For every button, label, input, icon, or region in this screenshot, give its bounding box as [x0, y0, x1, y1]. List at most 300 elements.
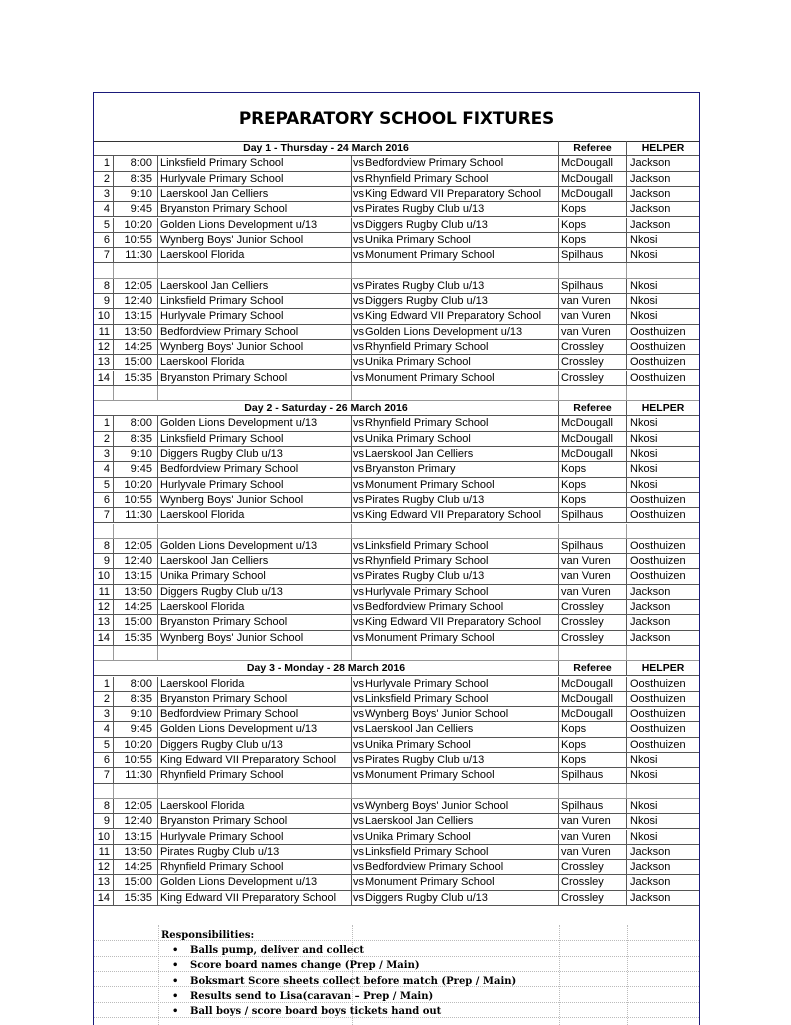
- match-number: 8: [94, 799, 114, 813]
- match-number: 2: [94, 172, 114, 186]
- home-team: Wynberg Boys' Junior School: [158, 631, 352, 645]
- helper: Oosthuizen: [630, 708, 686, 721]
- responsibility-item: [172, 960, 420, 972]
- fixture-row: [94, 891, 699, 906]
- away-team: Linksfield Primary School: [364, 692, 559, 706]
- vs-label: vs: [353, 723, 364, 736]
- match-time: 15:00: [114, 875, 158, 889]
- match-time: 8:00: [114, 416, 158, 430]
- match-time: 11:30: [114, 248, 158, 262]
- blank-cell: [352, 386, 364, 400]
- match-number: 13: [94, 615, 114, 629]
- away-team: Linksfield Primary School: [364, 845, 559, 859]
- vs-label: vs: [353, 157, 364, 170]
- vs-label: vs: [353, 340, 364, 353]
- fixture-row: [94, 615, 699, 630]
- referee: van Vuren: [559, 294, 627, 308]
- referee: Kops: [559, 493, 627, 507]
- home-team: Hurlyvale Primary School: [158, 172, 352, 186]
- match-number: 9: [94, 814, 114, 828]
- away-team: Pirates Rugby Club u/13: [364, 753, 559, 767]
- referee: McDougall: [559, 156, 627, 170]
- day-title: Day 3 - Monday - 28 March 2016: [94, 661, 559, 675]
- break-row: [94, 524, 699, 539]
- match-number: 9: [94, 554, 114, 568]
- match-number: 6: [94, 493, 114, 507]
- fixture-row: [94, 692, 699, 707]
- grid-divider: [94, 940, 699, 941]
- match-time: 12:40: [114, 554, 158, 568]
- fixture-row: [94, 416, 699, 431]
- vs-label: vs: [353, 218, 364, 231]
- match-time: 9:45: [114, 462, 158, 476]
- vs-label: vs: [353, 310, 364, 323]
- bullet-icon: •: [172, 960, 179, 972]
- helper: Jackson: [630, 187, 671, 200]
- vs-label: vs: [353, 585, 364, 598]
- blank-cell: [114, 646, 158, 660]
- referee-header: Referee: [559, 401, 627, 415]
- bullet-icon: •: [172, 945, 179, 956]
- referee: McDougall: [559, 187, 627, 201]
- fixture-row: [94, 493, 699, 508]
- away-team: Diggers Rugby Club u/13: [364, 891, 559, 905]
- match-number: 14: [94, 891, 114, 905]
- break-row: [94, 784, 699, 799]
- away-team: Monument Primary School: [364, 371, 559, 385]
- vs-label: vs: [353, 295, 364, 307]
- fixtures-sheet: [93, 92, 700, 1025]
- blank-cell: [352, 646, 364, 660]
- fixture-row: [94, 539, 699, 554]
- match-time: 10:20: [114, 738, 158, 752]
- referee: Crossley: [559, 875, 627, 889]
- helper: Oosthuizen: [630, 539, 686, 552]
- match-time: 13:50: [114, 585, 158, 599]
- match-time: 14:25: [114, 860, 158, 874]
- away-team: Linksfield Primary School: [364, 539, 559, 553]
- fixture-row: [94, 462, 699, 477]
- helper: Nkosi: [630, 295, 658, 307]
- grid-divider: [94, 956, 699, 957]
- referee: Spilhaus: [559, 768, 627, 782]
- vs-label: vs: [353, 754, 364, 766]
- fixture-row: [94, 845, 699, 860]
- vs-label: vs: [353, 172, 364, 185]
- referee: Crossley: [559, 371, 627, 385]
- home-team: Laerskool Jan Celliers: [158, 187, 352, 201]
- home-team: Diggers Rugby Club u/13: [158, 585, 352, 599]
- helper: Oosthuizen: [630, 325, 686, 338]
- blank-cell: [94, 263, 114, 277]
- home-team: Wynberg Boys' Junior School: [158, 493, 352, 507]
- referee: Kops: [559, 233, 627, 247]
- helper: Jackson: [630, 845, 671, 858]
- helper: Jackson: [630, 203, 671, 216]
- match-time: 15:00: [114, 615, 158, 629]
- blank-cell: [364, 524, 559, 538]
- blank-cell: [94, 784, 114, 798]
- helper: Jackson: [630, 601, 671, 613]
- helper-header: HELPER: [641, 402, 685, 415]
- fixture-row: [94, 677, 699, 692]
- home-team: Golden Lions Development u/13: [158, 722, 352, 736]
- referee: Kops: [559, 722, 627, 736]
- home-team: Laerskool Florida: [158, 600, 352, 614]
- blank-cell: [158, 524, 352, 538]
- helper: Nkosi: [630, 279, 658, 292]
- blank-cell: [158, 263, 352, 277]
- away-team: Pirates Rugby Club u/13: [364, 202, 559, 216]
- home-team: Pirates Rugby Club u/13: [158, 845, 352, 859]
- match-number: 2: [94, 692, 114, 706]
- blank-cell: [559, 524, 627, 538]
- away-team: Laerskool Jan Celliers: [364, 722, 559, 736]
- home-team: Linksfield Primary School: [158, 156, 352, 170]
- fixture-row: [94, 187, 699, 202]
- match-number: 11: [94, 585, 114, 599]
- referee: Kops: [559, 218, 627, 232]
- blank-cell: [559, 263, 627, 277]
- helper: Nkosi: [630, 830, 658, 843]
- home-team: Bryanston Primary School: [158, 814, 352, 828]
- vs-label: vs: [353, 493, 364, 506]
- match-time: 9:10: [114, 707, 158, 721]
- away-team: Monument Primary School: [364, 631, 559, 645]
- match-time: 9:10: [114, 447, 158, 461]
- vs-label: vs: [353, 478, 364, 491]
- bullet-icon: •: [172, 990, 179, 1002]
- helper: Jackson: [630, 172, 671, 185]
- home-team: Bryanston Primary School: [158, 202, 352, 216]
- helper: Nkosi: [630, 233, 658, 246]
- referee: Crossley: [559, 615, 627, 629]
- match-number: 3: [94, 707, 114, 721]
- match-number: 14: [94, 371, 114, 385]
- match-number: 1: [94, 416, 114, 430]
- match-number: 4: [94, 722, 114, 736]
- match-number: 5: [94, 218, 114, 232]
- match-number: 3: [94, 187, 114, 201]
- fixture-row: [94, 554, 699, 569]
- helper: Oosthuizen: [630, 340, 686, 353]
- vs-label: vs: [353, 876, 364, 889]
- referee: Crossley: [559, 355, 627, 369]
- helper: Oosthuizen: [630, 356, 686, 369]
- match-number: 10: [94, 830, 114, 844]
- vs-label: vs: [353, 203, 364, 216]
- helper: Oosthuizen: [630, 723, 686, 736]
- match-time: 11:30: [114, 768, 158, 782]
- referee: van Vuren: [559, 814, 627, 828]
- fixture-row: [94, 279, 699, 294]
- responsibilities-section: [94, 925, 699, 1025]
- fixture-row: [94, 355, 699, 370]
- home-team: Bryanston Primary School: [158, 692, 352, 706]
- fixture-row: [94, 233, 699, 248]
- fixture-row: [94, 722, 699, 737]
- blank-cell: [94, 646, 114, 660]
- helper: Jackson: [630, 631, 671, 644]
- home-team: Linksfield Primary School: [158, 294, 352, 308]
- match-number: 12: [94, 340, 114, 354]
- fixture-row: [94, 371, 699, 386]
- fixture-row: [94, 508, 699, 523]
- home-team: Hurlyvale Primary School: [158, 478, 352, 492]
- away-team: Hurlyvale Primary School: [364, 677, 559, 691]
- referee: Kops: [559, 738, 627, 752]
- blank-cell: [158, 646, 352, 660]
- away-team: Unika Primary School: [364, 830, 559, 844]
- match-number: 12: [94, 600, 114, 614]
- fixture-row: [94, 447, 699, 462]
- match-time: 14:25: [114, 600, 158, 614]
- fixture-row: [94, 600, 699, 615]
- fixture-row: [94, 830, 699, 845]
- home-team: Rhynfield Primary School: [158, 860, 352, 874]
- match-time: 9:45: [114, 202, 158, 216]
- home-team: Wynberg Boys' Junior School: [158, 233, 352, 247]
- vs-label: vs: [353, 815, 364, 828]
- home-team: Linksfield Primary School: [158, 432, 352, 446]
- vs-label: vs: [353, 708, 364, 721]
- home-team: Laerskool Florida: [158, 508, 352, 522]
- match-number: 1: [94, 156, 114, 170]
- vs-label: vs: [353, 417, 364, 430]
- blank-cell: [94, 524, 114, 538]
- referee: McDougall: [559, 447, 627, 461]
- helper: Oosthuizen: [630, 738, 686, 751]
- vs-label: vs: [353, 570, 364, 583]
- away-team: Monument Primary School: [364, 768, 559, 782]
- fixture-row: [94, 814, 699, 829]
- match-time: 13:15: [114, 309, 158, 323]
- away-team: Monument Primary School: [364, 478, 559, 492]
- match-number: 6: [94, 753, 114, 767]
- match-number: 10: [94, 309, 114, 323]
- home-team: Hurlyvale Primary School: [158, 830, 352, 844]
- home-team: Laerskool Florida: [158, 248, 352, 262]
- referee: Spilhaus: [559, 799, 627, 813]
- responsibility-text: Balls pump, deliver and collect: [190, 945, 364, 956]
- referee: Crossley: [559, 631, 627, 645]
- bullet-icon: •: [172, 975, 179, 987]
- vs-label: vs: [353, 356, 364, 369]
- blank-cell: [559, 646, 627, 660]
- match-time: 10:55: [114, 233, 158, 247]
- blank-cell: [158, 386, 352, 400]
- blank-cell: [364, 263, 559, 277]
- referee: van Vuren: [559, 569, 627, 583]
- vs-label: vs: [353, 448, 364, 460]
- fixture-row: [94, 202, 699, 217]
- helper: Oosthuizen: [630, 692, 686, 705]
- referee: van Vuren: [559, 845, 627, 859]
- blank-cell: [364, 784, 559, 798]
- fixture-row: [94, 172, 699, 187]
- away-team: Monument Primary School: [364, 248, 559, 262]
- match-time: 15:35: [114, 371, 158, 385]
- match-number: 6: [94, 233, 114, 247]
- away-team: Pirates Rugby Club u/13: [364, 279, 559, 293]
- vs-label: vs: [353, 555, 364, 568]
- helper: Jackson: [630, 616, 671, 629]
- helper-header: HELPER: [641, 662, 685, 675]
- match-time: 12:05: [114, 539, 158, 553]
- home-team: Bryanston Primary School: [158, 615, 352, 629]
- away-team: Rhynfield Primary School: [364, 554, 559, 568]
- responsibilities-title: Responsibilities:: [161, 930, 255, 941]
- referee: McDougall: [559, 416, 627, 430]
- match-time: 8:00: [114, 677, 158, 691]
- helper: Jackson: [630, 861, 671, 874]
- fixture-row: [94, 340, 699, 355]
- away-team: King Edward VII Preparatory School: [364, 508, 559, 522]
- home-team: Laerskool Florida: [158, 677, 352, 691]
- home-team: Diggers Rugby Club u/13: [158, 447, 352, 461]
- day-header-row: [94, 141, 699, 156]
- away-team: Rhynfield Primary School: [364, 416, 559, 430]
- break-row: [94, 263, 699, 278]
- fixture-row: [94, 738, 699, 753]
- vs-label: vs: [353, 891, 364, 904]
- day-title: Day 1 - Thursday - 24 March 2016: [94, 141, 559, 155]
- fixture-row: [94, 585, 699, 600]
- vs-label: vs: [353, 325, 364, 338]
- helper: Nkosi: [630, 769, 658, 782]
- referee: Crossley: [559, 340, 627, 354]
- day-title: Day 2 - Saturday - 26 March 2016: [94, 401, 559, 415]
- blank-cell: [352, 263, 364, 277]
- helper: Jackson: [630, 157, 671, 170]
- referee: Spilhaus: [559, 508, 627, 522]
- match-time: 12:05: [114, 799, 158, 813]
- helper: Oosthuizen: [630, 555, 686, 568]
- referee: van Vuren: [559, 554, 627, 568]
- away-team: Wynberg Boys' Junior School: [364, 707, 559, 721]
- blank-cell: [559, 784, 627, 798]
- fixture-row: [94, 707, 699, 722]
- bullet-icon: •: [172, 1006, 179, 1018]
- responsibility-text: Score board names change (Prep / Main): [190, 960, 420, 972]
- vs-label: vs: [353, 830, 364, 843]
- title-row: [94, 93, 699, 142]
- match-time: 13:50: [114, 325, 158, 339]
- vs-label: vs: [353, 799, 364, 812]
- referee-header: Referee: [559, 661, 627, 675]
- blank-cell: [158, 784, 352, 798]
- referee: van Vuren: [559, 830, 627, 844]
- match-time: 10:20: [114, 478, 158, 492]
- home-team: Golden Lions Development u/13: [158, 218, 352, 232]
- match-number: 1: [94, 677, 114, 691]
- match-number: 7: [94, 768, 114, 782]
- match-time: 10:20: [114, 218, 158, 232]
- blank-cell: [114, 524, 158, 538]
- referee: Crossley: [559, 891, 627, 905]
- helper: Nkosi: [630, 463, 658, 476]
- away-team: King Edward VII Preparatory School: [364, 615, 559, 629]
- match-number: 13: [94, 355, 114, 369]
- blank-cell: [352, 784, 364, 798]
- match-number: 7: [94, 508, 114, 522]
- match-time: 14:25: [114, 340, 158, 354]
- match-time: 9:10: [114, 187, 158, 201]
- vs-label: vs: [353, 616, 364, 629]
- away-team: Bedfordview Primary School: [364, 600, 559, 614]
- fixture-row: [94, 569, 699, 584]
- day-separator-row: [94, 386, 699, 401]
- helper: Jackson: [630, 218, 671, 231]
- match-number: 14: [94, 631, 114, 645]
- fixture-row: [94, 631, 699, 646]
- match-number: 8: [94, 279, 114, 293]
- match-number: 8: [94, 539, 114, 553]
- match-time: 15:00: [114, 355, 158, 369]
- match-number: 13: [94, 875, 114, 889]
- match-number: 9: [94, 294, 114, 308]
- helper: Nkosi: [630, 249, 658, 262]
- home-team: Laerskool Florida: [158, 799, 352, 813]
- vs-label: vs: [353, 601, 364, 613]
- referee: McDougall: [559, 692, 627, 706]
- match-time: 8:00: [114, 156, 158, 170]
- fixture-row: [94, 799, 699, 814]
- fixture-row: [94, 875, 699, 890]
- referee: van Vuren: [559, 325, 627, 339]
- blank-cell: [364, 646, 559, 660]
- helper: Nkosi: [630, 478, 658, 491]
- responsibility-item: [172, 975, 517, 987]
- helper: Nkosi: [630, 310, 658, 323]
- vs-label: vs: [353, 187, 364, 200]
- vs-label: vs: [353, 279, 364, 292]
- match-time: 12:40: [114, 814, 158, 828]
- helper: Nkosi: [630, 448, 658, 460]
- helper: Jackson: [630, 585, 671, 598]
- away-team: Laerskool Jan Celliers: [364, 447, 559, 461]
- home-team: King Edward VII Preparatory School: [158, 891, 352, 905]
- away-team: Unika Primary School: [364, 738, 559, 752]
- vs-label: vs: [353, 845, 364, 858]
- match-number: 12: [94, 860, 114, 874]
- away-team: Pirates Rugby Club u/13: [364, 569, 559, 583]
- fixture-row: [94, 325, 699, 340]
- responsibility-text: Results send to Lisa(caravan – Prep / Main): [190, 990, 434, 1002]
- referee: van Vuren: [559, 309, 627, 323]
- blank-cell: [364, 386, 559, 400]
- match-time: 15:35: [114, 891, 158, 905]
- vs-label: vs: [353, 371, 364, 384]
- vs-label: vs: [353, 509, 364, 522]
- referee: Spilhaus: [559, 539, 627, 553]
- match-time: 13:50: [114, 845, 158, 859]
- away-team: Bryanston Primary: [364, 462, 559, 476]
- match-time: 15:35: [114, 631, 158, 645]
- away-team: Diggers Rugby Club u/13: [364, 218, 559, 232]
- fixture-row: [94, 432, 699, 447]
- match-time: 8:35: [114, 172, 158, 186]
- referee: Kops: [559, 462, 627, 476]
- home-team: Bryanston Primary School: [158, 371, 352, 385]
- match-number: 5: [94, 738, 114, 752]
- blank-cell: [114, 784, 158, 798]
- vs-label: vs: [353, 463, 364, 476]
- home-team: King Edward VII Preparatory School: [158, 753, 352, 767]
- away-team: Diggers Rugby Club u/13: [364, 294, 559, 308]
- vs-label: vs: [353, 233, 364, 246]
- home-team: Laerskool Jan Celliers: [158, 554, 352, 568]
